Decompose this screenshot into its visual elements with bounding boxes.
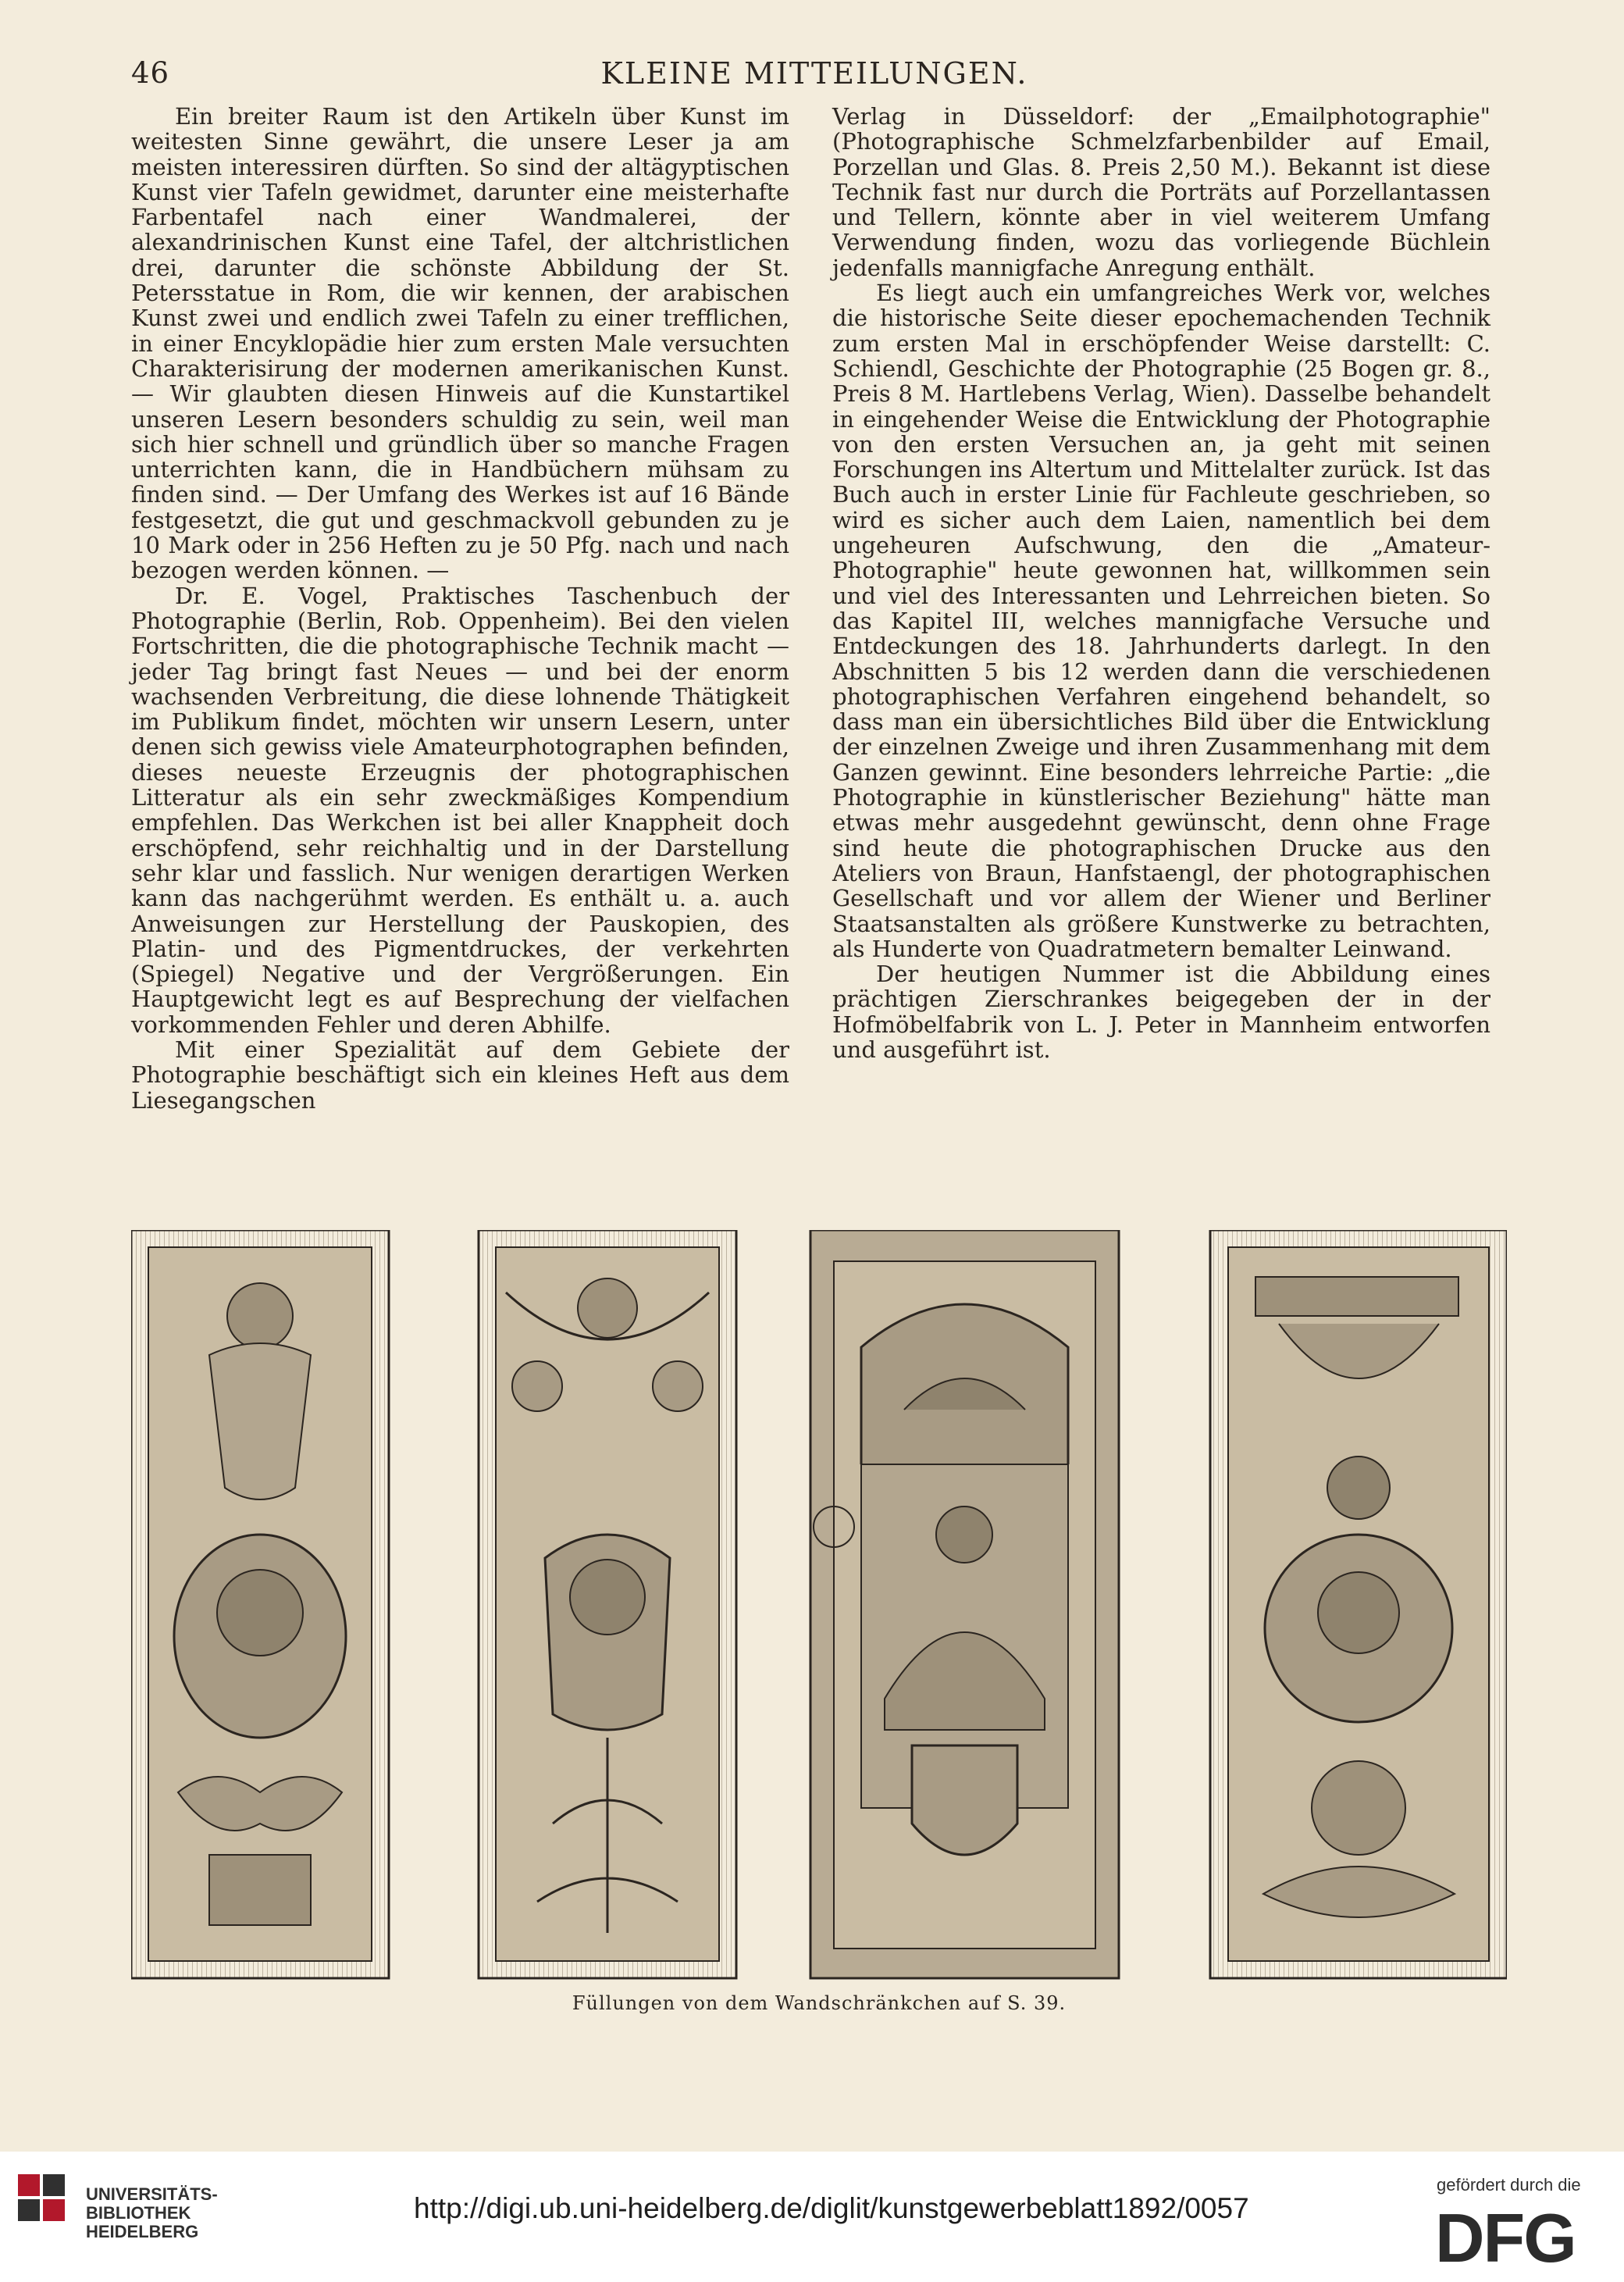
paragraph: Dr. E. Vogel, Praktisches Taschenbuch der Photographie (Berlin, Rob. Oppenheim). Bei den vielen Fortschritten, die die photographische Technik macht — jeder Tag bringt fast Neues — und bei der enorm wachsenden Verbreitung, die diese lohnende Thätigkeit im Publikum findet, möchten wir unsern Lesern, unter denen sich gewiss viele Amateurphotographen befinden, dieses neueste Erzeugnis der photographischen Litteratur als ein sehr zweckmäßiges Kompendium empfehlen. Das Werkchen ist bei aller Knappheit doch erschöpfend, sehr reichhaltig und in der Darstellung sehr klar und fasslich. Nur wenigen derartigen Werken kann das nachgerühmt werden. Es enthält u. a. auch Anweisungen zur Herstellung der Pauskopien, des Platin- und des Pigmentdruckes, der verkehrten (Spiegel) Negative und der Vergrößerungen. Ein Hauptgewicht legt es auf Besprechung der vielfachen vorkommenden Fehler und deren Abhilfe.	[131, 582, 789, 1038]
university-logo	[14, 2170, 69, 2233]
sponsor-text: gefördert durch die	[1437, 2175, 1581, 2195]
paragraph: Ein breiter Raum ist den Artikeln über Kunst im weitesten Sinne gewährt, die unsere Leser ja am meisten interessiren dürften. So sind der altägyptischen Kunst vier Tafeln gewidmet, darunter eine meisterhafte Farbentafel nach einer Wandmalerei, der alexandrinischen Kunst eine Tafel, der altchristlichen drei, darunter die schönste Abbildung der St. Petersstatue in Rom, die wir kennen, der arabischen Kunst zwei und endlich zwei Tafeln zu einer trefflichen, in einer Encyklopädie hier zum ersten Male versuchten Charakterisirung der modernen amerikanischen Kunst. — Wir glaubten diesen Hinweis auf die Kunstartikel unseren Lesern besonders schuldig zu sein, weil man sich hier schnell und gründlich über so manche Fragen unterrichten kann, die in Handbüchern mühsam zu finden sind. — Der Umfang des Werkes ist auf 16 Bände festgesetzt, die gut und geschmackvoll gebunden zu je 10 Mark oder in 256 Heften zu je 50 Pfg. nach und nach bezogen werden können. —	[131, 103, 789, 584]
panel-4	[1210, 1230, 1507, 1978]
institution-name: UNIVERSITÄTS- BIBLIOTHEK HEIDELBERG	[86, 2184, 218, 2241]
paragraph: Der heutigen Nummer ist die Abbildung eines prächtigen Zierschrankes beigegeben der in der Hofmöbelfabrik von L. J. Peter in Mannheim entworfen und ausgeführt ist.	[832, 961, 1490, 1063]
panel-1	[131, 1230, 389, 1978]
page-number: 46	[131, 56, 170, 90]
footer-bar	[0, 2152, 1624, 2282]
running-title: KLEINE MITTEILUNGEN.	[600, 56, 1028, 91]
panel-3	[810, 1230, 1119, 1978]
page-header	[131, 56, 1498, 103]
panel-2	[479, 1230, 736, 1978]
university-seal-icon	[14, 2170, 69, 2233]
figure-caption: Füllungen von dem Wandschränkchen auf S. 39.	[572, 1992, 1067, 2014]
paragraph: Verlag in Düsseldorf: der „Emailphotographie" (Photographische Schmelzfarbenbilder auf Email, Porzellan und Glas. 8. Preis 2,50 M.). Bekannt ist diese Technik fast nur durch die Porträts auf Porzellantassen und Tellern, könnte aber in viel weiterem Umfang Verwendung finden, wozu das vorliegende Büchlein jedenfalls mannigfache Anregung enthält.	[832, 103, 1490, 281]
paragraph: Mit einer Spezialität auf dem Gebiete der Photographie beschäftigt sich ein kleines Heft aus dem Liesegangschen	[131, 1036, 789, 1114]
dfg-logo: DFG	[1435, 2199, 1576, 2277]
paragraph: Es liegt auch ein umfangreiches Werk vor, welches die historische Seite dieser epochemachenden Technik zum ersten Mal in erschöpfender Weise darstellt: C. Schiendl, Geschichte der Photographie (25 Bogen gr. 8., Preis 8 M. Hartlebens Verlag, Wien). Dasselbe behandelt in eingehender Weise die Entwicklung der Photographie von den ersten Versuchen an, ja geht mit seinen Forschungen ins Altertum und Mittelalter zurück. Ist das Buch auch in erster Linie für Fachleute geschrieben, so wird es sicher auch dem Laien, namentlich bei dem ungeheuren Aufschwung, den die „Amateur-Photographie" heute gewonnen hat, willkommen sein und viel des Interessanten und Lehrreichen bieten. So das Kapitel III, welches mannigfache Versuche und Entdeckungen des 18. Jahrhunderts darlegt. In den Abschnitten 5 bis 12 werden dann die verschiedenen photographischen Verfahren eingehend behandelt, so dass man ein übersichtliches Bild über die Entwicklung der einzelnen Zweige und ihren Zusammenhang mit dem Ganzen gewinnt. Eine besonders lehrreiche Partie: „die Photographie in künstlerischer Beziehung" hätte man etwas mehr ausgedehnt gewünscht, denn ohne Frage sind heute die photographischen Drucke aus den Ateliers von Braun, Hanfstaengl, der photographischen Gesellschaft und vor allem der Wiener und Berliner Staatsanstalten als größere Kunstwerke zu betrachten, als Hunderte von Quadratmetern bemalter Leinwand.	[832, 280, 1490, 962]
panels-engraving	[131, 1230, 1507, 1980]
right-column	[832, 104, 1490, 1062]
carved-panels-illustration	[131, 1230, 1507, 1980]
source-url-link[interactable]: http://digi.ub.uni-heidelberg.de/diglit/kunstgewerbeblatt1892/0057	[414, 2192, 1249, 2224]
left-column	[131, 104, 789, 1113]
